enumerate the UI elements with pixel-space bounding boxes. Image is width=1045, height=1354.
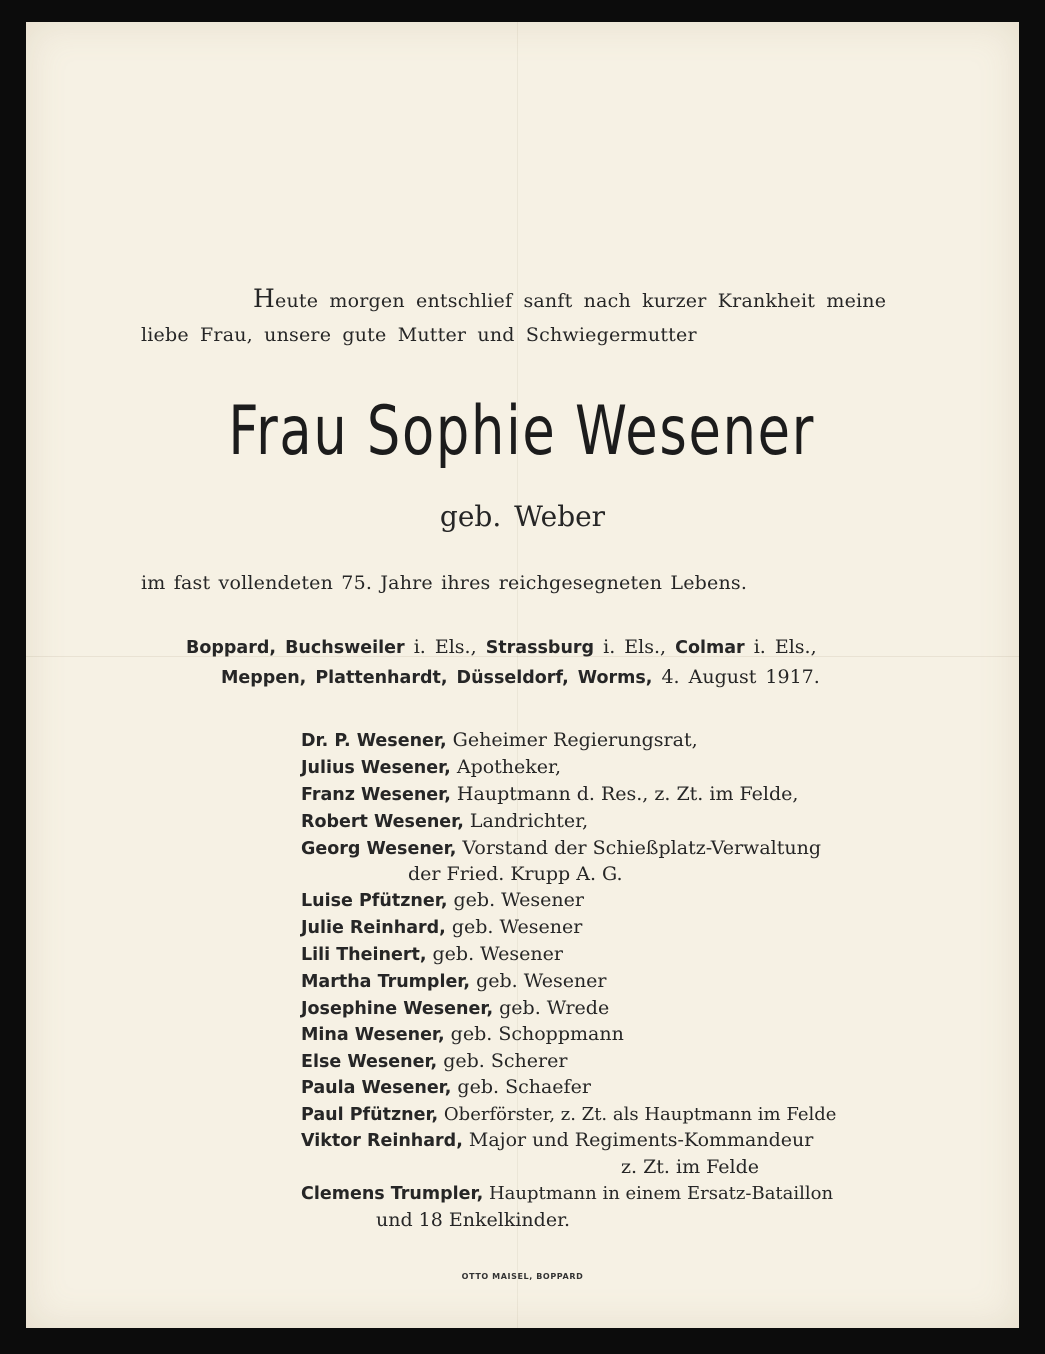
signatory-desc: Major und Regiments-Kommandeur (462, 1129, 814, 1151)
signatory-desc: geb. Wrede (493, 997, 610, 1019)
intro-initial: H (253, 284, 276, 313)
signatory-desc: geb. Schaefer (451, 1076, 591, 1098)
signatory-name: Josephine Wesener, (301, 999, 494, 1019)
signatory-name: Robert Wesener, (301, 812, 464, 832)
place: Meppen, (221, 668, 307, 688)
intro-line-2: liebe Frau, unsere gute Mutter und Schwiegermutter (141, 324, 697, 346)
signatory-row (301, 1048, 567, 1076)
signatory-desc: Hauptmann d. Res., z. Zt. im Felde, (450, 783, 799, 805)
signatory-desc: geb. Schoppmann (444, 1023, 624, 1045)
place: Plattenhardt, (315, 668, 448, 688)
signatory-desc: geb. Wesener (470, 970, 607, 992)
signatory-row (301, 995, 609, 1023)
signatory-desc: und 18 Enkelkinder. (376, 1209, 571, 1231)
signatory-row (301, 941, 563, 969)
signatory-desc: Oberförster, z. Zt. als Hauptmann im Felde (438, 1104, 837, 1125)
printer-imprint: OTTO MAISEL, BOPPARD (461, 1272, 584, 1281)
place: Worms, (577, 668, 653, 688)
signatory-desc: Geheimer Regierungsrat, (446, 729, 698, 751)
places-line-2 (221, 666, 820, 688)
signatory-row (301, 835, 821, 863)
signatory-name: Dr. P. Wesener, (301, 731, 447, 751)
signatory-row (301, 1127, 813, 1155)
signatory-row (301, 914, 582, 942)
place: Colmar (675, 638, 745, 658)
intro-line-1-text: eute morgen entschlief sanft nach kurzer Krankheit meine (275, 290, 887, 312)
signatory-row (301, 1101, 836, 1129)
signatory-continuation (408, 861, 623, 889)
signatory-name: Julius Wesener, (301, 758, 451, 778)
signatory-desc: geb. Wesener (445, 916, 583, 938)
place: Strassburg (485, 638, 595, 658)
signatory-row (301, 754, 561, 782)
place: Boppard, (186, 638, 277, 658)
place-suffix: i. Els., (594, 636, 667, 658)
signatory-continuation (376, 1207, 570, 1235)
signatory-row (301, 1180, 833, 1208)
signatory-name: Lili Theinert, (301, 945, 427, 965)
signatory-row (301, 887, 584, 915)
signatory-row (301, 781, 798, 809)
signatory-desc: geb. Wesener (426, 943, 563, 965)
date: 4. August 1917. (661, 666, 820, 688)
signatory-desc: geb. Scherer (437, 1050, 568, 1072)
signatory-row (301, 808, 588, 836)
signatory-desc: Landrichter, (463, 810, 589, 832)
signatory-name: Clemens Trumpler, (301, 1184, 484, 1204)
place-suffix: i. Els., (744, 636, 817, 658)
signatory-desc: der Fried. Krupp A. G. (408, 863, 623, 885)
signatory-row (301, 727, 698, 755)
signatory-desc: Vorstand der Schießplatz-Verwaltung (456, 837, 821, 859)
signatory-name: Else Wesener, (301, 1052, 438, 1072)
place: Buchsweiler (285, 638, 405, 658)
age-line: im fast vollendeten 75. Jahre ihres reichgesegneten Lebens. (141, 572, 748, 594)
signatory-continuation (621, 1154, 759, 1182)
signatory-desc: Apotheker, (450, 756, 562, 778)
signatory-row (301, 1021, 624, 1049)
deceased-name: Frau Sophie Wesener (228, 392, 816, 471)
signatory-name: Georg Wesener, (301, 839, 457, 859)
place: Düsseldorf, (456, 668, 569, 688)
signatory-name: Paula Wesener, (301, 1078, 452, 1098)
places-line-1 (186, 636, 817, 658)
signatory-row (301, 1074, 591, 1102)
signatory-name: Julie Reinhard, (301, 918, 446, 938)
signatory-name: Luise Pfützner, (301, 891, 448, 911)
signatory-name: Martha Trumpler, (301, 972, 471, 992)
signatory-name: Mina Wesener, (301, 1025, 445, 1045)
maiden-name: geb. Weber (439, 500, 606, 533)
signatory-name: Viktor Reinhard, (301, 1131, 463, 1151)
signatory-desc: Hauptmann in einem Ersatz-Bataillon (483, 1183, 834, 1204)
place-suffix: i. Els., (404, 636, 477, 658)
signatory-desc: geb. Wesener (447, 889, 584, 911)
signatory-name: Franz Wesener, (301, 785, 451, 805)
signatory-desc: z. Zt. im Felde (621, 1156, 760, 1178)
signatory-name: Paul Pfützner, (301, 1105, 439, 1125)
intro-line-1 (253, 284, 886, 313)
signatory-row (301, 968, 607, 996)
